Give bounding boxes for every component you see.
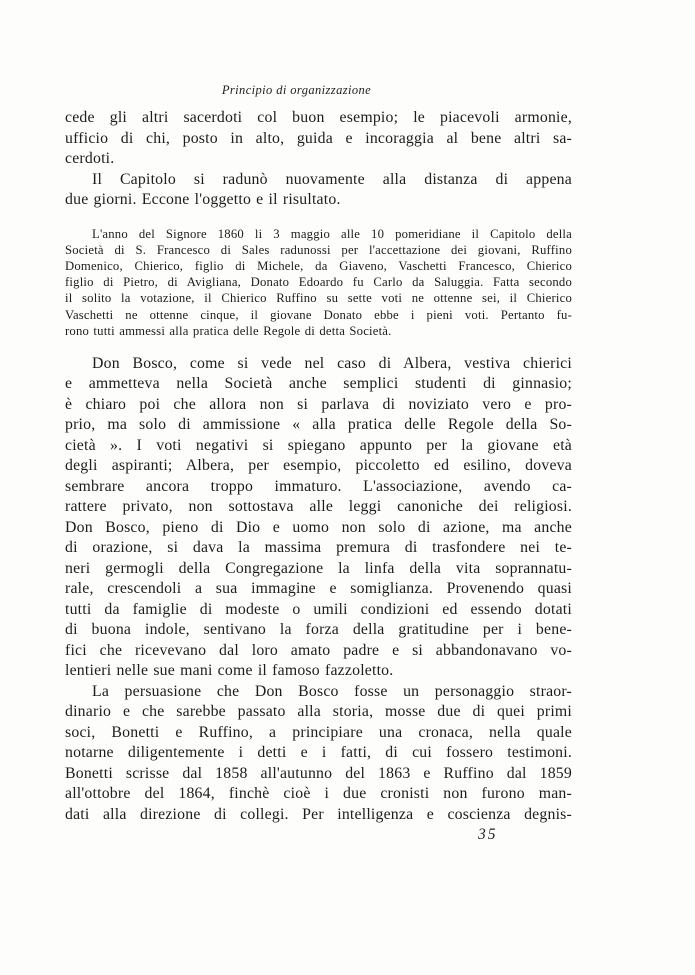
text-line: L'anno del Signore 1860 li 3 maggio alle 10 pomeridiane il Capitolo della — [92, 226, 572, 241]
paragraph — [65, 170, 572, 211]
text-line: soci, Bonetti e Ruffino, a principiare una cronaca, nella quale — [65, 723, 572, 741]
text-line: due giorni. Eccone l'oggetto e il risultato. — [65, 191, 341, 208]
quote-block — [65, 226, 572, 339]
text-line: degli aspiranti; Albera, per esempio, piccoletto ed esilino, doveva — [65, 457, 572, 475]
text-line: fici che ricevevano dal loro amato padre e si abbandonavano vo- — [65, 641, 572, 659]
text-line: Don Bosco, pieno di Dio e uomo non solo di azione, ma anche — [65, 518, 572, 536]
text-line: La persuasione che Don Bosco fosse un personaggio straor- — [92, 682, 572, 700]
text-line: ufficio di chi, posto in alto, guida e incoraggia al bene altri sa- — [65, 129, 572, 147]
text-line: figlio di Pietro, di Avigliana, Donato Edoardo fu Carlo da Saluggia. Fatta secondo — [65, 275, 572, 290]
text-line: cede gli altri sacerdoti col buon esempio; le piacevoli armonie, — [65, 109, 572, 126]
text-line: Don Bosco, come si vede nel caso di Albera, vestiva chierici — [92, 354, 572, 372]
page-number: 35 — [478, 826, 498, 843]
text-line: e ammetteva nella Società anche semplici studenti di ginnasio; — [65, 375, 572, 393]
text-line: Domenico, Chierico, figlio di Michele, da Giaveno, Vaschetti Francesco, Chierico — [65, 258, 572, 273]
text-line: Il Capitolo si radunò nuovamente alla distanza di appena — [92, 170, 572, 188]
text-line: di buona indole, sentivano la forza della gratitudine per i bene- — [65, 621, 572, 639]
text-line: cietà ». I voti negativi si spiegano appunto per la giovane età — [65, 436, 572, 454]
paragraph — [65, 108, 572, 170]
text-line: Vaschetti ne ottenne cinque, il giovane Donato ebbe i pieni voti. Pertanto fu- — [65, 307, 572, 322]
text-line: tutti da famiglie di modeste o umili condizioni ed essendo dotati — [65, 600, 572, 618]
text-line: all'ottobre del 1864, finchè cioè i due cronisti non furono man- — [65, 785, 572, 803]
text-line: dati alla direzione di collegi. Per intelligenza e coscienza degnis- — [65, 805, 572, 823]
text-line: Società di S. Francesco di Sales radunossi per l'accettazione dei giovani, Ruffino — [65, 242, 572, 257]
text-line: dinario e che sarebbe passato alla storia, mosse due di quei primi — [65, 703, 572, 721]
paragraph — [65, 354, 572, 682]
text-line: il solito la votazione, il Chierico Ruffino su sette voti ne ottenne sei, il Chierico — [65, 291, 572, 306]
text-line: sembrare ancora troppo immaturo. L'associazione, avendo ca- — [65, 477, 572, 495]
text-line: è chiaro poi che allora non si parlava di noviziato vero e pro- — [65, 395, 572, 413]
text-line: neri germogli della Congregazione la linfa della vita soprannatu- — [65, 559, 572, 577]
paragraph — [65, 682, 572, 826]
text-line: rattere privato, non sottostava alle leggi canoniche dei religiosi. — [65, 498, 572, 516]
text-line: di orazione, si dava la massima premura di trasfondere nei te- — [65, 539, 572, 557]
text-line: rono tutti ammessi alla pratica delle Regole di detta Società. — [65, 323, 392, 338]
text-line: Bonetti scrisse dal 1858 all'autunno del 1863 e Ruffino dal 1859 — [65, 764, 572, 782]
text-block — [65, 108, 572, 825]
text-line: rale, crescendoli a sua immagine e somiglianza. Provenendo quasi — [65, 580, 572, 598]
text-line: notarne diligentemente i detti e i fatti, di cui fossero testimoni. — [65, 744, 572, 762]
text-line: prio, ma solo di ammissione « alla pratica delle Regole della So- — [65, 416, 572, 434]
text-line: lentieri nelle sue mani come il famoso fazzoletto. — [65, 662, 394, 680]
running-header: Principio di organizzazione — [221, 83, 372, 97]
text-line: cerdoti. — [65, 150, 115, 167]
